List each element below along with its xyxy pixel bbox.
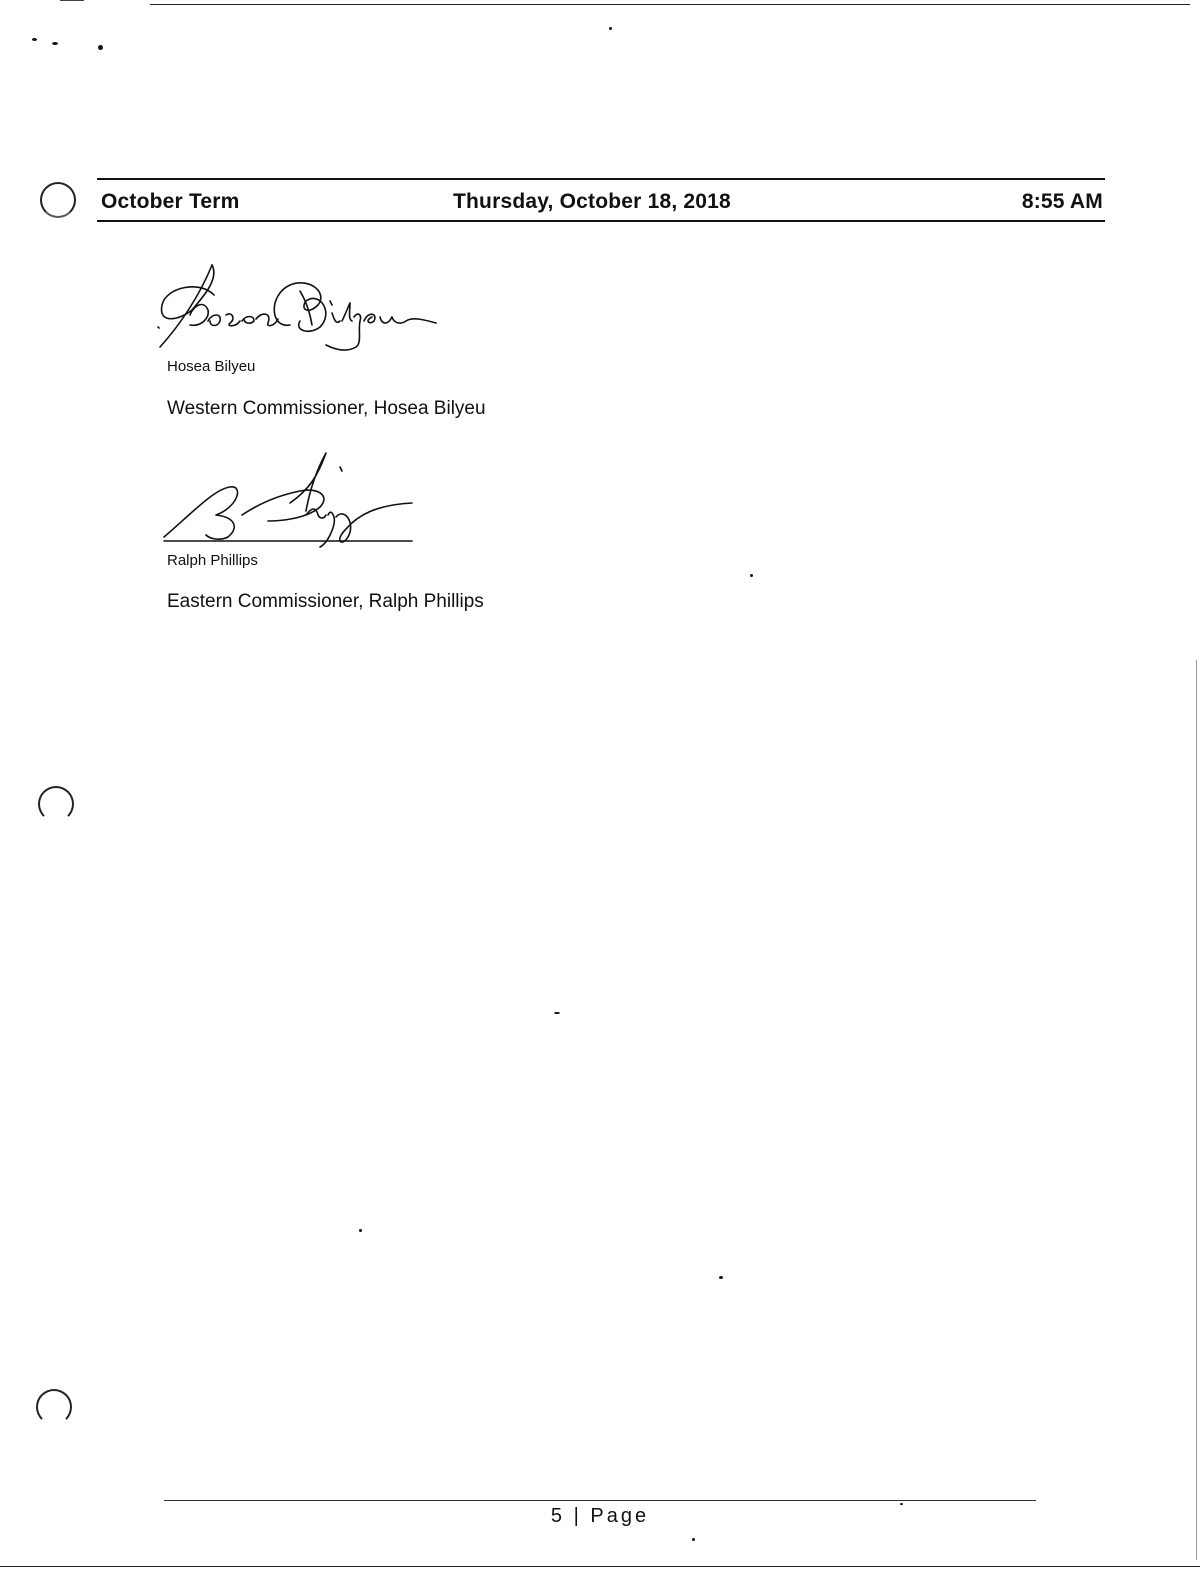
punch-hole [38,786,74,822]
punch-hole [40,182,76,218]
scan-speck [750,574,753,577]
header-time: 8:55 AM [1021,190,1103,213]
header-date: Thursday, October 18, 2018 [453,190,731,213]
scan-speck [52,42,58,45]
signatory-title: Western Commissioner, Hosea Bilyeu [167,398,486,419]
signatory-printed-name: Ralph Phillips [167,552,258,569]
scan-top-edge [150,4,1190,5]
scan-speck [719,1276,723,1279]
punch-hole [36,1389,72,1425]
signature-hosea-bilyeu [150,255,450,355]
page-header [97,178,1105,222]
scan-speck [98,45,103,50]
scan-speck [32,38,37,41]
scan-right-edge [1196,660,1197,1560]
signatory-printed-name: Hosea Bilyeu [167,358,256,375]
scan-speck [554,1012,560,1014]
header-term: October Term [101,190,240,213]
scan-edge-mark [60,0,84,1]
footer-rule [164,1500,1036,1501]
page-number: 5 | Page [550,1505,650,1527]
signatory-title: Eastern Commissioner, Ralph Phillips [167,591,484,612]
scan-bottom-edge [0,1566,1200,1567]
scan-speck [359,1229,362,1232]
scan-speck [692,1538,695,1541]
scan-speck [609,27,612,30]
signature-ralph-phillips [150,445,420,555]
